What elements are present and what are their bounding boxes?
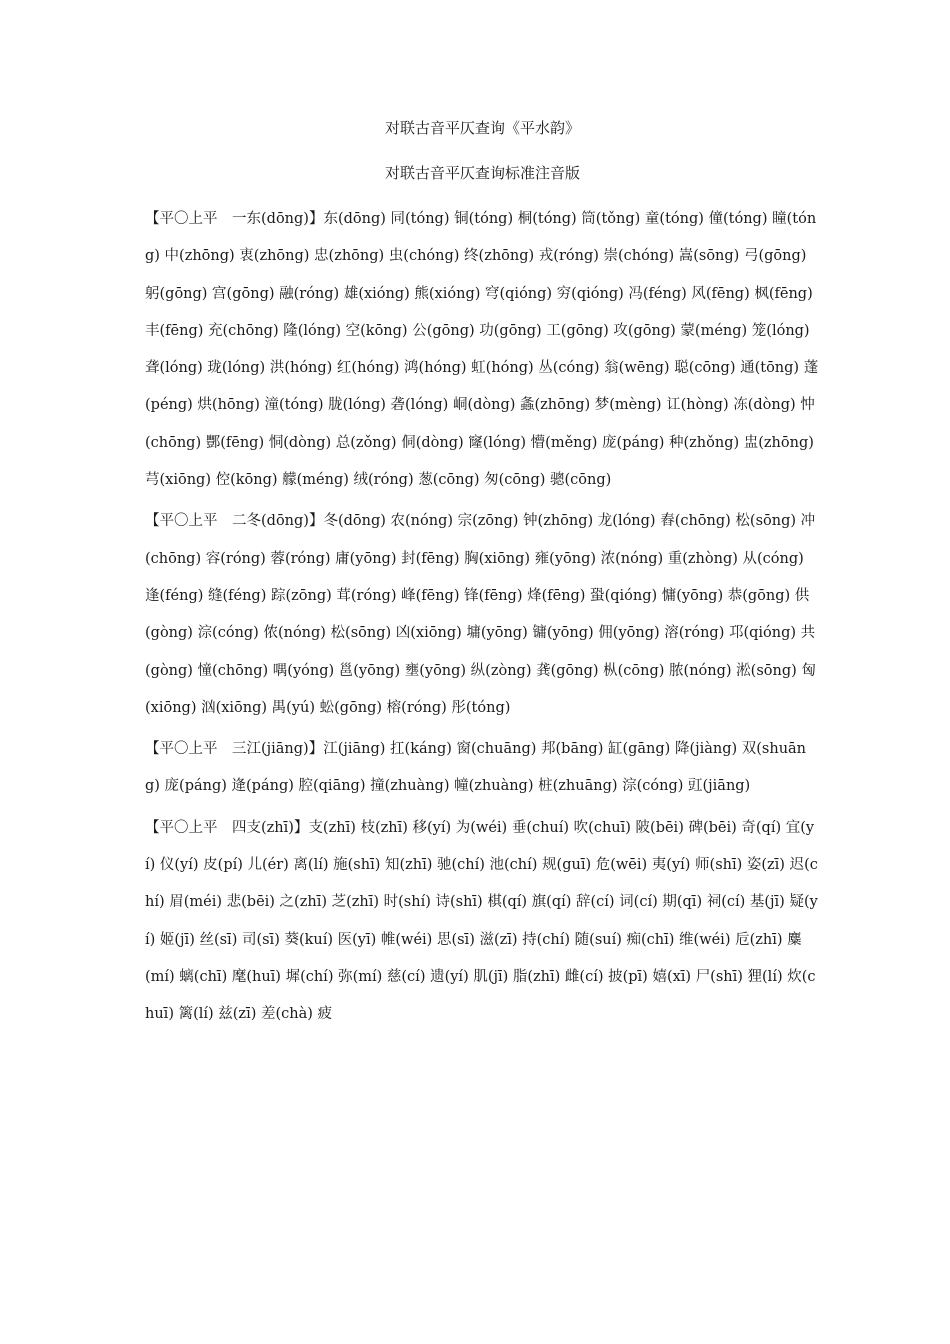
section-text: 江(jiāng) 扛(káng) 窗(chuāng) 邦(bāng) 缸(gāng) 降(jiàng) 双(shuāng) 庞(páng) 逄(páng) 腔(qiāng) 撞(zhuàng) 幢(zhuàng) 桩(zhuāng) 淙(cóng) 豇(jiāng) xyxy=(145,741,807,795)
section-si-zhi xyxy=(145,810,820,1034)
section-text: 东(dōng) 同(tóng) 铜(tóng) 桐(tóng) 筒(tǒng) 童(tóng) 僮(tóng) 瞳(tóng) 中(zhōng) 衷(zhōng) 忠(zhōng) 虫(chóng) 终(zhōng) 戎(róng) 崇(chóng) 嵩(sōng) 弓(gōng) 躬(gōng) 宫(gōng) 融(róng) 雄(xióng) 熊(xióng) 穹(qióng) 穷(qióng) 冯(féng) 风(fēng) 枫(fēng) 丰(fēng) 充(chōng) 隆(lóng) 空(kōng) 公(gōng) 功(gōng) 工(gōng) 攻(gōng) 蒙(méng) 笼(lóng) 聋(lóng) 珑(lóng) 洪(hóng) 红(hóng) 鸿(hóng) 虹(hóng) 丛(cóng) 翁(wēng) 聪(cōng) 通(tōng) 蓬(péng) 烘(hōng) 潼(tóng) 胧(lóng) 砻(lóng) 峒(dòng) 螽(zhōng) 梦(mèng) 讧(hòng) 冻(dòng) 忡(chōng) 酆(fēng) 恫(dòng) 总(zǒng) 侗(dòng) 窿(lóng) 懵(měng) 庞(páng) 种(zhǒng) 盅(zhōng) 芎(xiōng) 倥(kōng) 艨(méng) 绒(róng) 葱(cōng) 匆(cōng) 骢(cōng) xyxy=(145,211,819,489)
document-subtitle: 对联古音平仄查询标准注音版 xyxy=(384,164,580,182)
section-yi-dong xyxy=(145,201,820,499)
section-heading: 【平〇上平 三江(jiāng)】 xyxy=(145,741,324,758)
section-er-dong xyxy=(145,503,820,727)
section-heading: 【平〇上平 一东(dōng)】 xyxy=(145,211,324,227)
document-title: 对联古音平仄查询《平水韵》 xyxy=(384,119,580,137)
section-heading: 【平〇上平 二冬(dōng)】 xyxy=(145,513,324,530)
section-text: 冬(dōng) 农(nóng) 宗(zōng) 钟(zhōng) 龙(lóng) 舂(chōng) 松(sōng) 冲(chōng) 容(róng) 蓉(róng) 庸(yōng) 封(fēng) 胸(xiōng) 雍(yōng) 浓(nóng) 重(zhòng) 从(cóng) 逢(féng) 缝(féng) 踪(zōng) 茸(róng) 峰(fēng) 锋(fēng) 烽(fēng) 蛩(qióng) 慵(yōng) 恭(gōng) 供(gòng) 淙(cóng) 侬(nóng) 松(sōng) 凶(xiōng) 墉(yōng) 镛(yōng) 佣(yōng) 溶(róng) 邛(qióng) 共(gòng) 憧(chōng) 喁(yóng) 邕(yōng) 壅(yōng) 纵(zòng) 龚(gōng) 枞(cōng) 脓(nóng) 淞(sōng) 匈(xiōng) 汹(xiōng) 禺(yú) 蚣(gōng) 榕(róng) 彤(tóng) xyxy=(145,513,816,716)
section-text: 支(zhī) 枝(zhī) 移(yí) 为(wéi) 垂(chuí) 吹(chuī) 陂(bēi) 碑(bēi) 奇(qí) 宜(yí) 仪(yí) 皮(pí) 儿(ér) 离(lí) 施(shī) 知(zhī) 驰(chí) 池(chí) 规(guī) 危(wēi) 夷(yí) 师(shī) 姿(zī) 迟(chí) 眉(méi) 悲(bēi) 之(zhī) 芝(zhī) 时(shí) 诗(shī) 棋(qí) 旗(qí) 辞(cí) 词(cí) 期(qī) 祠(cí) 基(jī) 疑(yí) 姬(jī) 丝(sī) 司(sī) 葵(kuí) 医(yī) 帷(wéi) 思(sī) 滋(zī) 持(chí) 随(suí) 痴(chī) 维(wéi) 卮(zhī) 麋(mí) 螭(chī) 麾(huī) 墀(chí) 弥(mí) 慈(cí) 遗(yí) 肌(jī) 脂(zhī) 雌(cí) 披(pī) 嬉(xī) 尸(shī) 狸(lí) 炊(chuī) 篱(lí) 兹(zī) 差(chà) 疲 xyxy=(145,819,818,1023)
section-heading: 【平〇上平 四支(zhī)】 xyxy=(145,819,309,836)
section-san-jiang xyxy=(145,731,820,806)
